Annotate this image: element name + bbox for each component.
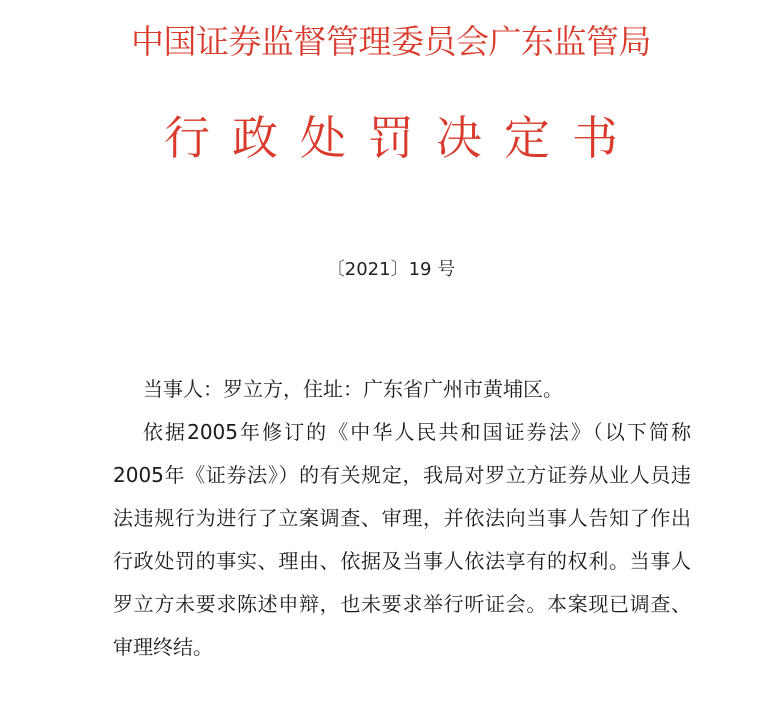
document-title: 行政处罚决定书 [164, 111, 640, 165]
document-number: 〔2021〕19 号 [326, 259, 456, 280]
document-body [113, 368, 691, 669]
legal-basis-paragraph: 依据2005年修订的《中华人民共和国证券法》（以下简称2005年《证券法》）的有关规定，我局对罗立方证券从业人员违法违规行为进行了立案调查、审理，并依法向当事人告知了作出行政处罚的事实、理由、依据及当事人依法享有的权利。当事人罗立方未要求陈述申辩，也未要求举行听证会。本案现已调查、审理终结。 [113, 420, 691, 659]
party-info-paragraph: 当事人：罗立方，住址：广东省广州市黄埔区。 [143, 377, 563, 401]
issuing-organization: 中国证券监督管理委员会广东监管局 [131, 22, 651, 61]
